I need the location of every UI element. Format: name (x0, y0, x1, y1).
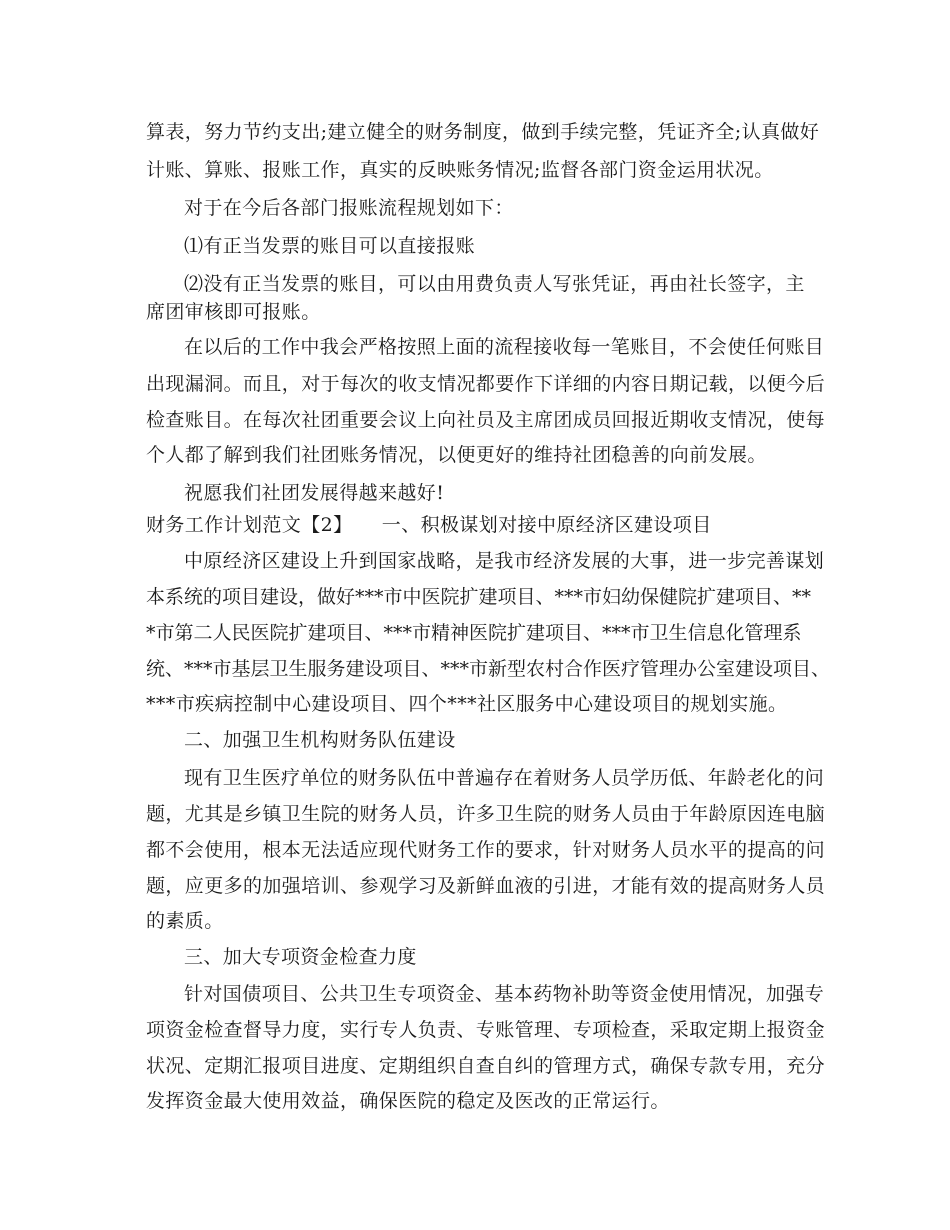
text-line: 项资金检查督导力度，实行专人负责、专账管理、专项检查，采取定期上报资金 (146, 1019, 826, 1041)
text-line: 出现漏洞。而且，对于每次的收支情况都要作下详细的内容日期记载，以便今后 (146, 373, 826, 395)
text-line: 发挥资金最大使用效益，确保医院的稳定及医改的正常运行。 (146, 1090, 670, 1112)
text-line: 状况、定期汇报项目进度、定期组织自查自纠的管理方式，确保专款专用，充分 (146, 1055, 826, 1077)
subsection-heading: 二、加强卫生机构财务队伍建设 (184, 729, 456, 751)
text-line: 在以后的工作中我会严格按照上面的流程接收每一笔账目，不会使任何账目 (184, 336, 825, 358)
text-line: 现有卫生医疗单位的财务队伍中普遍存在着财务人员学历低、年龄老化的问 (184, 767, 825, 789)
text-line: 计账、算账、报账工作，真实的反映账务情况;监督各部门资金运用状况。 (146, 159, 774, 181)
text-line: 的素质。 (146, 910, 224, 932)
text-line: 检查账目。在每次社团重要会议上向社员及主席团成员回报近期收支情况，使每 (146, 409, 826, 431)
text-line: ***市疾病控制中心建设项目、四个***社区服务中心建设项目的规划实施。 (146, 693, 788, 715)
text-line: 统、***市基层卫生服务建设项目、***市新型农村合作医疗管理办公室建设项目、 (146, 658, 831, 680)
text-line: 都不会使用，根本无法适应现代财务工作的要求，针对财务人员水平的提高的问 (146, 839, 826, 861)
text-line: 针对国债项目、公共卫生专项资金、基本药物补助等资金使用情况，加强专 (184, 983, 825, 1005)
text-line: 个人都了解到我们社团账务情况，以便更好的维持社团稳善的向前发展。 (146, 444, 767, 466)
text-line: *市第二人民医院扩建项目、***市精神医院扩建项目、***市卫生信息化管理系 (146, 622, 802, 644)
subsection-heading: 三、加大专项资金检查力度 (184, 946, 417, 968)
text-line: 席团审核即可报账。 (146, 301, 321, 323)
text-line: ⑵没有正当发票的账目，可以由用费负责人写张凭证，再由社长签字，主 (184, 273, 805, 295)
text-line: 题，尤其是乡镇卫生院的财务人员，许多卫生院的财务人员由于年龄原因连电脑 (146, 803, 826, 825)
text-line: 对于在今后各部门报账流程规划如下： (184, 197, 514, 219)
text-line: 题，应更多的加强培训、参观学习及新鲜血液的引进，才能有效的提高财务人员 (146, 875, 826, 897)
text-line: 中原经济区建设上升到国家战略，是我市经济发展的大事，进一步完善谋划 (184, 550, 825, 572)
text-line: 祝愿我们社团发展得越来越好! (184, 482, 445, 504)
text-line: 本系统的项目建设，做好***市中医院扩建项目、***市妇幼保健院扩建项目、** (146, 586, 812, 608)
text-line: ⑴有正当发票的账目可以直接报账 (184, 235, 476, 257)
section-heading: 财务工作计划范文【2】 一、积极谋划对接中原经济区建设项目 (146, 514, 712, 536)
text-line: 算表，努力节约支出;建立健全的财务制度，做到手续完整，凭证齐全;认真做好 (146, 121, 820, 143)
